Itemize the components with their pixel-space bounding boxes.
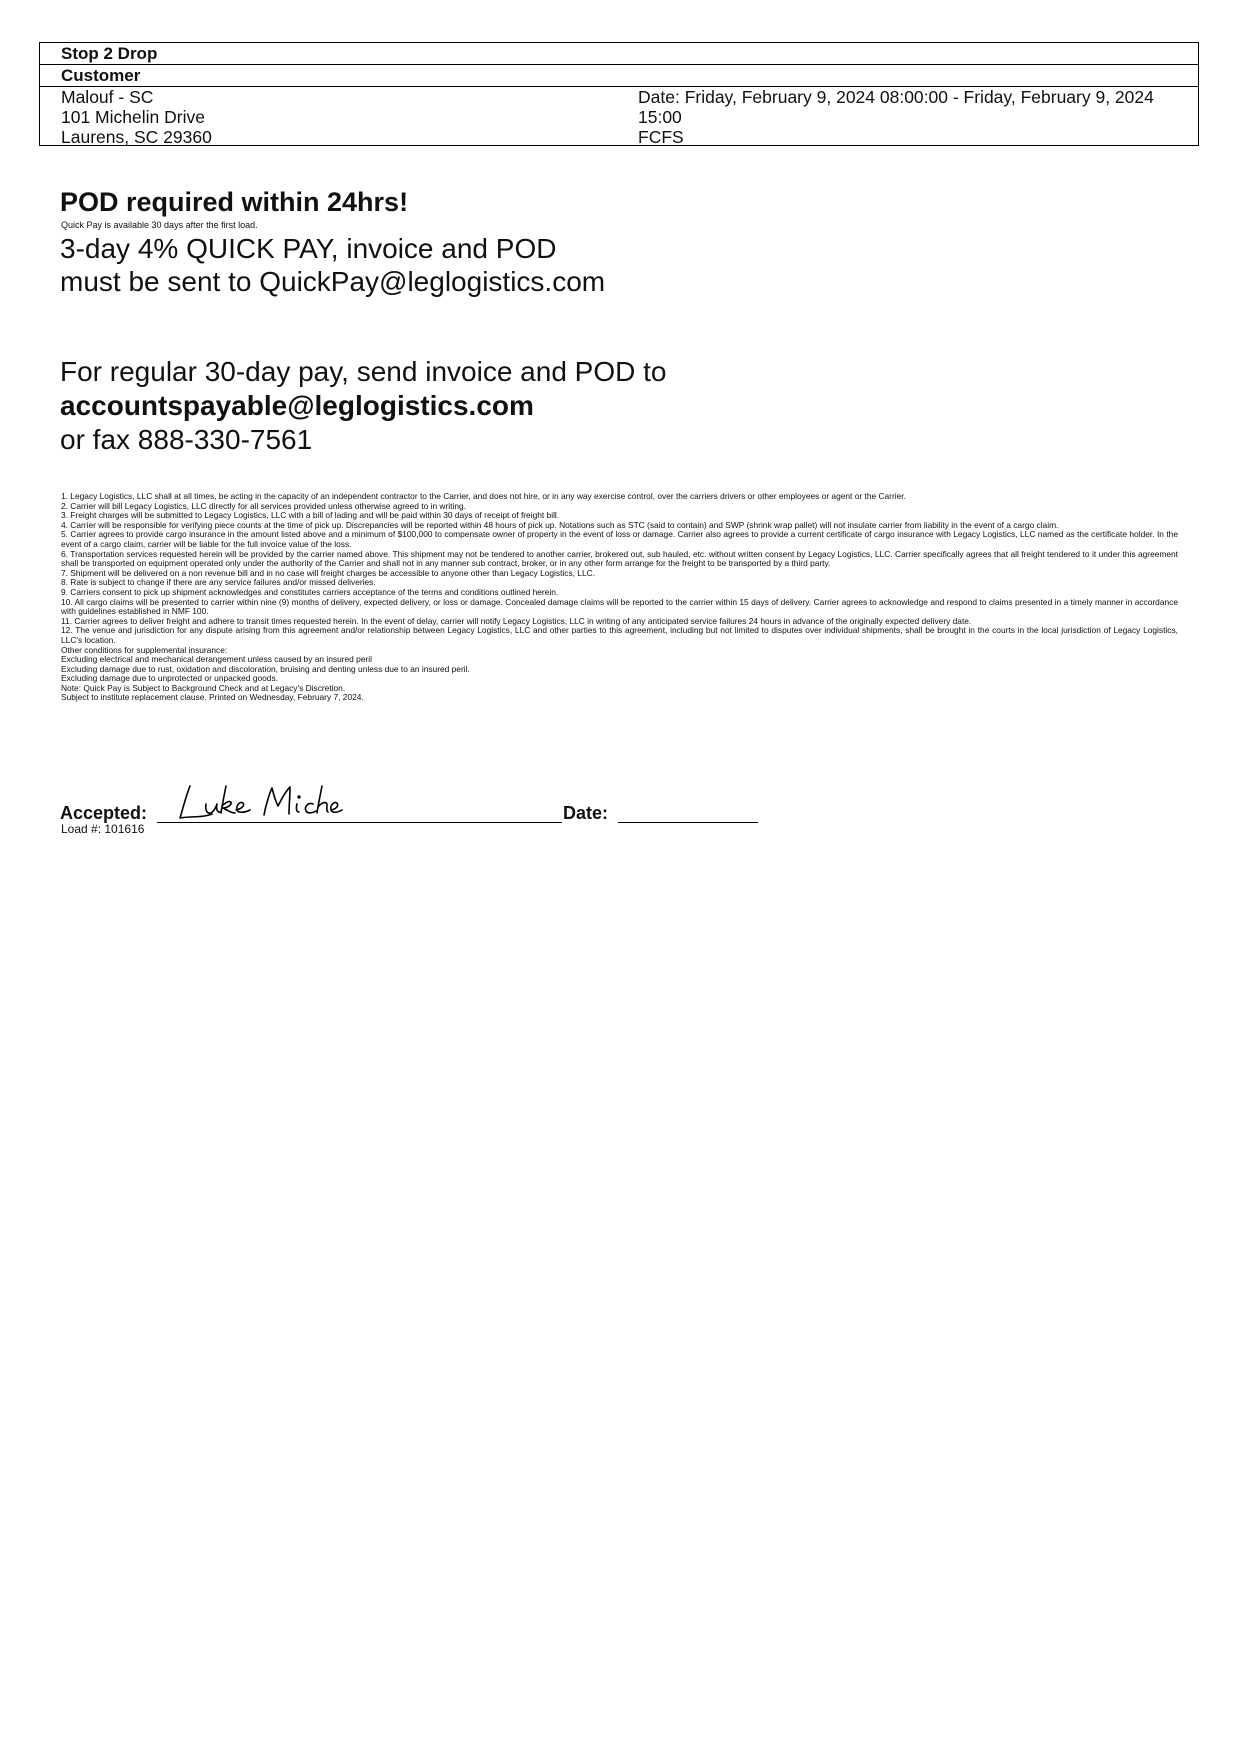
insurance-exclusion-1: Excluding electrical and mechanical derangement unless caused by an insured peril — [61, 654, 372, 665]
stop-table — [39, 42, 1199, 146]
accepted-label: Accepted: — [60, 803, 148, 823]
term-1: 1. Legacy Logistics, LLC shall at all times, be acting in the capacity of an independent contractor to the Carrier, and does not hire, or in any way exercise control, over the carriers drivers or other employees or agent or the Carrier. — [61, 491, 906, 501]
handwritten-signature — [176, 780, 366, 824]
term-6: 6. Transportation services requested herein will be provided by the carrier named above. This shipment may not be tendered to another carrier, brokered out, sub hauled, etc. without written consent by Legacy Logistics, LLC. Carrier specifically agrees that all freight tendered to it under this agreement shall be transported on equipment operated only under the authority of the Carrier and shall not in any manner sub contract, broker, or in any other form arrange for the freight to be transported by a third party. — [61, 548, 1178, 569]
term-8: 8. Rate is subject to change if there are any service failures and/or missed deliveries. — [61, 577, 376, 588]
appointment-type: FCFS — [638, 127, 684, 147]
insurance-conditions-heading: Other conditions for supplemental insurance: — [61, 644, 228, 655]
printed-date-note: Subject to institute replacement clause. Printed on Wednesday, February 7, 2024. — [61, 692, 364, 703]
fax-number: or fax 888-330-7561 — [60, 424, 313, 455]
term-5: 5. Carrier agrees to provide cargo insurance in the amount listed above and a minimum of $100,000 to compensate owner of property in the event of loss or damage. Carrier also agrees to provide a current certificate of cargo insurance with Legacy Logistics, LLC named as the certificate holder. In the event of a cargo claim, carrier will be liable for the full invoice value of the loss. — [61, 529, 1178, 549]
customer-address — [61, 87, 581, 147]
customer-city: Laurens, SC 29360 — [61, 127, 212, 147]
date-line[interactable] — [618, 822, 758, 823]
accounts-payable-email: accountspayable@leglogistics.com — [60, 390, 534, 421]
term-12: 12. The venue and jurisdiction for any dispute arising from this agreement and/or relationship between Legacy Logistics, LLC and other parties to this agreement, including but not limited to disputes over individual shipments, shall be brought in the courts in the local jurisdiction of Legacy Logistics, LLC's location. — [61, 625, 1178, 645]
customer-name: Malouf - SC — [61, 87, 154, 107]
term-11: 11. Carrier agrees to deliver freight and adhere to transit times requested herein. In the event of delay, carrier will notify Legacy Logistics, LLC in writing of any anticipated service failures 24 hours in advance of the originally expected delivery date. — [61, 615, 972, 626]
pod-heading: POD required within 24hrs! — [60, 187, 409, 217]
term-10: 10. All cargo claims will be presented to carrier within nine (9) months of delivery, expected delivery, or loss or damage. Concealed damage claims will be reported to the carrier within 15 days of delivery. Carrier agrees to acknowledge and respond to claims presented in a timely manner in accordance with guidelines established in NMF 100. — [61, 596, 1178, 617]
quick-pay-background-note: Note: Quick Pay is Subject to Background Check and at Legacy's Discretion. — [61, 682, 346, 693]
regular-pay-instructions — [60, 355, 760, 457]
customer-street: 101 Michelin Drive — [61, 107, 205, 127]
term-9: 9. Carriers consent to pick up shipment acknowledges and constitutes carriers acceptance of the terms and conditions outlined herein. — [61, 586, 559, 597]
date-label: Date: — [563, 803, 609, 823]
term-2: 2. Carrier will bill Legacy Logistics, LLC directly for all services provided unless otherwise agreed to in writing. — [61, 500, 466, 511]
terms-and-conditions — [61, 492, 1178, 703]
quick-pay-note: Quick Pay is available 30 days after the first load. — [61, 220, 258, 230]
stop-title: Stop 2 Drop — [61, 44, 158, 63]
customer-label: Customer — [61, 66, 141, 85]
insurance-exclusion-3: Excluding damage due to unprotected or unpacked goods. — [61, 673, 278, 684]
term-3: 3. Freight charges will be submitted to Legacy Logistics, LLC with a bill of lading and will be paid within 30 days of receipt of freight bill. — [61, 510, 560, 521]
customer-header-row — [40, 65, 1198, 87]
term-7: 7. Shipment will be delivered on a non revenue bill and in no case will freight charges be accessible to anyone other than Legacy Logistics, LLC. — [61, 567, 595, 578]
regular-pay-text: For regular 30-day pay, send invoice and POD to — [60, 356, 667, 387]
quick-pay-instructions: 3-day 4% QUICK PAY, invoice and POD must be sent to QuickPay@leglogistics.com — [60, 233, 606, 297]
load-number: Load #: 101616 — [61, 822, 145, 836]
insurance-exclusion-2: Excluding damage due to rust, oxidation and discoloration, bruising and denting unless due to an insured peril. — [61, 663, 470, 674]
stop-title-row — [40, 43, 1198, 65]
delivery-date: Date: Friday, February 9, 2024 08:00:00 - Friday, February 9, 2024 15:00 — [638, 87, 1154, 127]
delivery-schedule — [638, 87, 1178, 147]
term-4: 4. Carrier will be responsible for verifying piece counts at the time of pick up. Discrepancies will be reported within 48 hours of pick up. Notations such as STC (said to contain) and SWP (shrink wrap pallet) will not insulate carrier from liability in the event of a cargo claim. — [61, 519, 1059, 530]
